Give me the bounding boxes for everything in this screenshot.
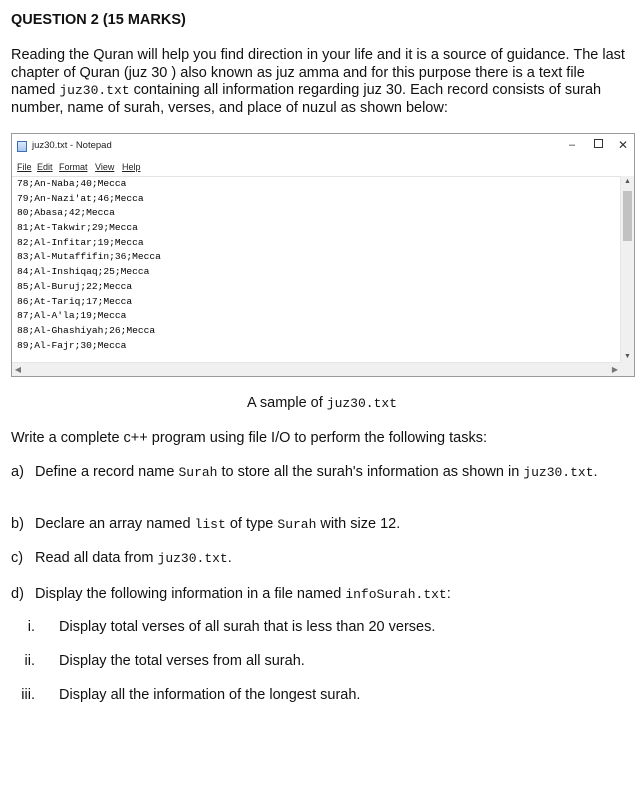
task-c-text: Read all data from (35, 550, 158, 566)
task-c-body (35, 549, 614, 568)
file-line: 87;Al-A'la;19;Mecca (17, 310, 127, 322)
notepad-window (11, 133, 635, 377)
task-a-label: a) (11, 464, 24, 480)
file-line: 84;Al-Inshiqaq;25;Mecca (17, 266, 150, 278)
menu-help[interactable] (122, 162, 141, 172)
subtask-ii-num: ii. (24, 653, 35, 669)
subtask-iii-num: iii. (21, 687, 35, 703)
caption-filename: juz30.txt (326, 396, 397, 411)
file-line: 85;Al-Buruj;22;Mecca (17, 280, 133, 292)
vertical-scroll-thumb[interactable] (623, 191, 632, 241)
instruction-text: Write a complete c++ program using file I/O to perform the following tasks: (11, 430, 488, 446)
menu-view[interactable] (95, 162, 114, 172)
task-b-code-list: list (194, 517, 226, 532)
question-heading: QUESTION 2 (15 MARKS) (11, 12, 186, 28)
notepad-menubar (12, 158, 634, 177)
scroll-left-icon[interactable]: ◀ (14, 365, 22, 374)
file-line: 79;An-Nazi'at;46;Mecca (17, 192, 144, 204)
task-a-end: . (593, 464, 598, 480)
file-line: 80;Abasa;42;Mecca (17, 207, 115, 219)
task-d-end: : (446, 586, 451, 602)
subtask-i-num: i. (27, 619, 35, 635)
intro-text-1: Reading the Quran will help you find direction in your life and it is a source of guidance. The last chapter of Quran (juz 30 ) also known as juz amma and for this purpose there is a text file named (11, 47, 625, 98)
task-d-text: Display the following information in a file named (35, 586, 346, 602)
menu-help-label: Help (122, 162, 141, 172)
intro-text-2: containing all information regarding juz 30. Each record consists of surah number, name of surah, verses, and place of nuzul as shown below: (11, 82, 602, 116)
maximize-icon[interactable] (590, 138, 606, 152)
scroll-up-icon[interactable]: ▲ (624, 178, 631, 185)
subtask-i (11, 619, 611, 637)
task-b-text: Declare an array named (35, 516, 195, 532)
intro-filename: juz30.txt (59, 83, 130, 98)
menu-format-label: Format (59, 162, 88, 172)
menu-edit-label: Edit (37, 162, 53, 172)
task-a-text: Define a record name (35, 464, 179, 480)
subtask-ii-text: Display the total verses from all surah. (59, 653, 305, 669)
task-d-body (35, 585, 614, 604)
menu-edit[interactable] (37, 162, 53, 172)
file-line: 83;Al-Mutaffifin;36;Mecca (17, 251, 161, 263)
vertical-scrollbar[interactable] (620, 176, 634, 363)
intro-paragraph (11, 47, 631, 117)
file-line: 78;An-Naba;40;Mecca (17, 178, 127, 189)
task-b-label: b) (11, 516, 24, 532)
scroll-down-icon[interactable]: ▼ (624, 353, 631, 360)
minimize-icon[interactable]: – (568, 139, 576, 151)
menu-file[interactable] (17, 162, 32, 172)
horizontal-scrollbar[interactable] (12, 362, 621, 376)
subtask-i-text: Display total verses of all surah that is less than 20 verses. (59, 619, 436, 635)
scroll-right-icon[interactable]: ▶ (611, 365, 619, 374)
figure-caption (0, 395, 644, 411)
task-a (11, 463, 614, 482)
notepad-titlebar (12, 134, 634, 158)
task-b (11, 515, 614, 534)
task-c-filename: juz30.txt (157, 551, 228, 566)
task-d-label: d) (11, 586, 24, 602)
task-c (11, 549, 614, 568)
file-line: 82;Al-Infitar;19;Mecca (17, 236, 144, 248)
size-grip[interactable] (621, 363, 634, 376)
task-c-label: c) (11, 550, 24, 566)
task-b-body (35, 515, 614, 534)
subtask-iii (11, 687, 611, 705)
task-b-text-3: with size 12. (316, 516, 401, 532)
menu-file-label: File (17, 162, 32, 172)
subtask-ii (11, 653, 611, 671)
task-a-body (35, 463, 614, 482)
task-a-filename: juz30.txt (523, 465, 594, 480)
file-line: 89;Al-Fajr;30;Mecca (17, 339, 127, 351)
subtask-iii-text: Display all the information of the longest surah. (59, 687, 361, 703)
task-c-end: . (227, 550, 232, 566)
task-d (11, 585, 614, 604)
task-b-text-2: of type (225, 516, 278, 532)
menu-view-label: View (95, 162, 115, 172)
caption-text: A sample of (246, 395, 327, 411)
task-d-filename: infoSurah.txt (345, 587, 447, 602)
task-a-text-2: to store all the surah's information as shown in (217, 464, 524, 480)
notepad-text-area[interactable] (14, 177, 620, 363)
file-line: 88;Al-Ghashiyah;26;Mecca (17, 324, 156, 336)
task-a-code: Surah (178, 465, 218, 480)
file-line: 81;At-Takwir;29;Mecca (17, 222, 138, 234)
menu-format[interactable] (59, 162, 88, 172)
file-line: 86;At-Tariq;17;Mecca (17, 295, 133, 307)
task-b-code-type: Surah (277, 517, 317, 532)
notepad-icon (17, 141, 27, 152)
close-icon[interactable]: ✕ (617, 138, 629, 152)
notepad-title: juz30.txt - Notepad (32, 140, 112, 151)
